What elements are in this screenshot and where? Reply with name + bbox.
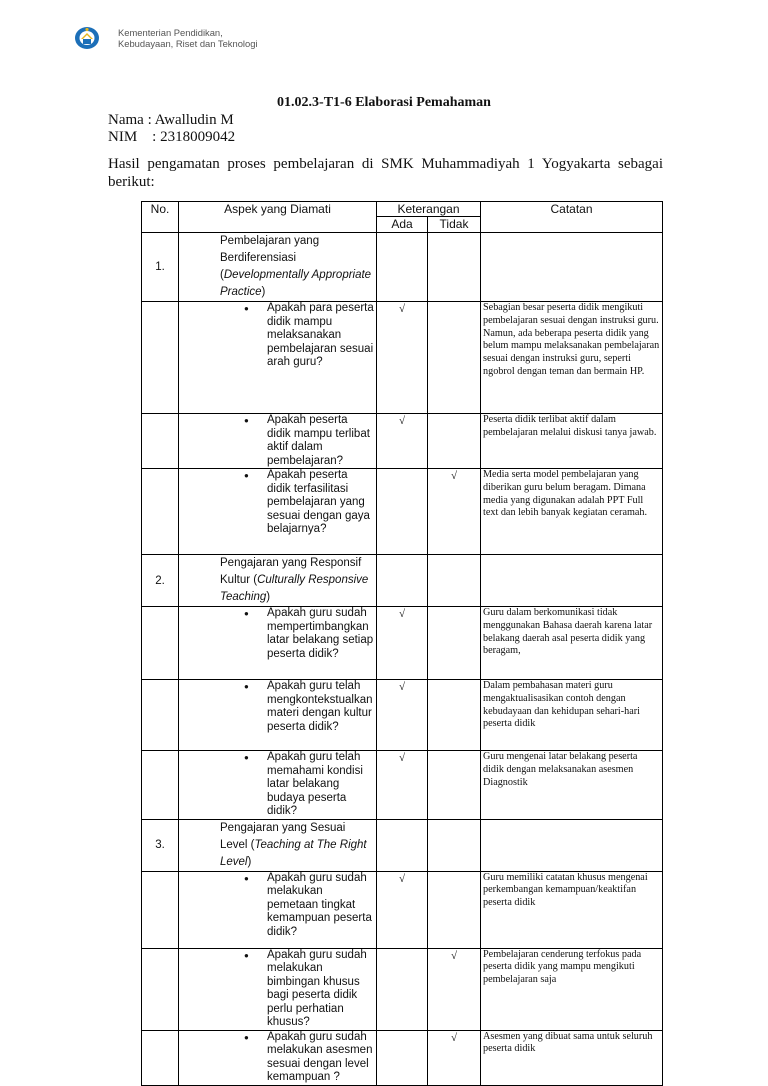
- section-number: 3.: [142, 819, 179, 871]
- aspek-question: ● Apakah peserta didik mampu terlibat aktif dalam pembelajaran?: [179, 414, 377, 469]
- tidak-check: [428, 680, 481, 751]
- no-cell: [142, 607, 179, 680]
- ada-cell: [377, 233, 428, 302]
- section-title-italic: Teaching at The Right Level: [220, 838, 367, 868]
- ada-check: √: [377, 751, 428, 820]
- header-no: No.: [142, 202, 179, 233]
- no-cell: [142, 1030, 179, 1085]
- aspek-question: ● Apakah guru sudah mempertimbangkan latar belakang setiap peserta didik?: [179, 607, 377, 680]
- ada-check: √: [377, 414, 428, 469]
- table-row: [142, 414, 663, 469]
- catatan-note: Guru dalam berkomunikasi tidak menggunakan Bahasa daerah karena latar belakang daerah asal peserta didik yang beragam,: [481, 607, 663, 680]
- no-cell: [142, 469, 179, 555]
- aspek-question: ● Apakah guru sudah melakukan pemetaan tingkat kemampuan peserta didik?: [179, 871, 377, 948]
- section-title-italic: Developmentally Appropriate Practice: [220, 269, 372, 298]
- table-row: [142, 302, 663, 414]
- ada-cell: [377, 555, 428, 607]
- aspek-question: ● Apakah para peserta didik mampu melaksanakan pembelajaran sesuai arah guru?: [179, 302, 377, 414]
- ada-cell: [377, 819, 428, 871]
- catatan-note: Pembelajaran cenderung terfokus pada peserta didik yang mampu mengikuti pembelajaran saja: [481, 948, 663, 1030]
- table-row: [142, 680, 663, 751]
- no-cell: [142, 302, 179, 414]
- tidak-check: [428, 414, 481, 469]
- ada-check: √: [377, 680, 428, 751]
- table-row: [142, 607, 663, 680]
- aspek-question: ● Apakah guru telah memahami kondisi latar belakang budaya peserta didik?: [179, 751, 377, 820]
- tidak-check: [428, 871, 481, 948]
- tidak-cell: [428, 233, 481, 302]
- tidak-cell: [428, 819, 481, 871]
- section-title: [179, 819, 377, 871]
- catatan-cell: [481, 555, 663, 607]
- observation-table: [141, 201, 663, 1086]
- catatan-cell: [481, 819, 663, 871]
- section-title-close: ): [247, 855, 252, 868]
- tidak-check: √: [428, 1030, 481, 1085]
- section-title-italic: Culturally Responsive Teaching: [220, 574, 369, 603]
- aspek-question: ● Apakah peserta didik terfasilitasi pembelajaran yang sesuai dengan gaya belajarnya?: [179, 469, 377, 555]
- section-number: 2.: [142, 555, 179, 607]
- catatan-note: Guru mengenai latar belakang peserta didik dengan melaksanakan asesmen Diagnostik: [481, 751, 663, 820]
- ministry-header: [74, 24, 258, 52]
- section-title-text: Pembelajaran yang Berdiferensiasi (: [220, 235, 320, 281]
- catatan-note: Asesmen yang dibuat sama untuk seluruh peserta didik: [481, 1030, 663, 1085]
- catatan-note: Dalam pembahasan materi guru mengaktualisasikan contoh dengan kebudayaan dan kehidupan sehari-hari peserta didik: [481, 680, 663, 751]
- table-row: [142, 1030, 663, 1085]
- tidak-check: [428, 607, 481, 680]
- aspek-question: ● Apakah guru telah mengkontekstualkan materi dengan kultur peserta didik?: [179, 680, 377, 751]
- table-header-row: [142, 202, 663, 217]
- ada-check: √: [377, 607, 428, 680]
- intro-paragraph: Hasil pengamatan proses pembelajaran di SMK Muhammadiyah 1 Yogyakarta sebagai berikut:: [108, 156, 663, 190]
- section-row: [142, 233, 663, 302]
- section-title-text: Pengajaran yang Responsif Kultur (: [220, 557, 362, 586]
- tidak-check: [428, 751, 481, 820]
- document-title: 01.02.3-T1-6 Elaborasi Pemahaman: [277, 95, 491, 110]
- tidak-check: [428, 302, 481, 414]
- no-cell: [142, 871, 179, 948]
- table-row: [142, 948, 663, 1030]
- section-number: 1.: [142, 233, 179, 302]
- table-row: [142, 751, 663, 820]
- no-cell: [142, 414, 179, 469]
- catatan-note: Peserta didik terlibat aktif dalam pembelajaran melalui diskusi tanya jawab.: [481, 414, 663, 469]
- tidak-cell: [428, 555, 481, 607]
- section-row: [142, 555, 663, 607]
- no-cell: [142, 948, 179, 1030]
- section-title-text: Pengajaran yang Sesuai Level (: [220, 821, 346, 851]
- header-tidak: Tidak: [428, 217, 481, 233]
- no-cell: [142, 751, 179, 820]
- no-cell: [142, 680, 179, 751]
- section-title-close: ): [261, 286, 266, 298]
- catatan-note: Media serta model pembelajaran yang diberikan guru belum beragam. Dimana media yang digunakan adalah PPT Full text dan lebih banyak kegiatan ceramah.: [481, 469, 663, 555]
- catatan-note: Guru memiliki catatan khusus mengenai perkembangan kemampuan/keaktifan peserta didik: [481, 871, 663, 948]
- ada-check: [377, 1030, 428, 1085]
- student-name: Nama : Awalludin M: [108, 112, 234, 128]
- section-row: [142, 819, 663, 871]
- ada-check: [377, 948, 428, 1030]
- ada-check: √: [377, 302, 428, 414]
- section-title-close: ): [266, 591, 271, 603]
- header-catatan: Catatan: [481, 202, 663, 233]
- ministry-name: [118, 27, 258, 50]
- catatan-cell: [481, 233, 663, 302]
- ada-check: √: [377, 871, 428, 948]
- aspek-question: ● Apakah guru sudah melakukan bimbingan khusus bagi peserta didik perlu perhatian khusus?: [179, 948, 377, 1030]
- ada-check: [377, 469, 428, 555]
- tidak-check: √: [428, 469, 481, 555]
- tidak-check: √: [428, 948, 481, 1030]
- ministry-name-line-2: Kebudayaan, Riset dan Teknologi: [118, 38, 258, 49]
- section-title: [179, 233, 377, 302]
- aspek-question: ● Apakah guru sudah melakukan asesmen sesuai dengan level kemampuan ?: [179, 1030, 377, 1085]
- table-row: [142, 871, 663, 948]
- section-title: [179, 555, 377, 607]
- catatan-note: Sebagian besar peserta didik mengikuti pembelajaran sesuai dengan instruksi guru. Namun, ada beberapa peserta didik yang belum mampu melaksanakan pembelajaran sesuai dengan instruksi guru, seperti ngobrol dengan teman dan bermain HP.: [481, 302, 663, 414]
- ministry-name-line-1: Kementerian Pendidikan,: [118, 26, 223, 38]
- header-aspek: Aspek yang Diamati: [179, 202, 377, 233]
- student-nim: NIM : 2318009042: [108, 129, 236, 145]
- header-ada: Ada: [377, 217, 428, 233]
- kemdikbud-logo: [74, 24, 116, 52]
- header-keterangan: Keterangan: [377, 202, 481, 217]
- table-row: [142, 469, 663, 555]
